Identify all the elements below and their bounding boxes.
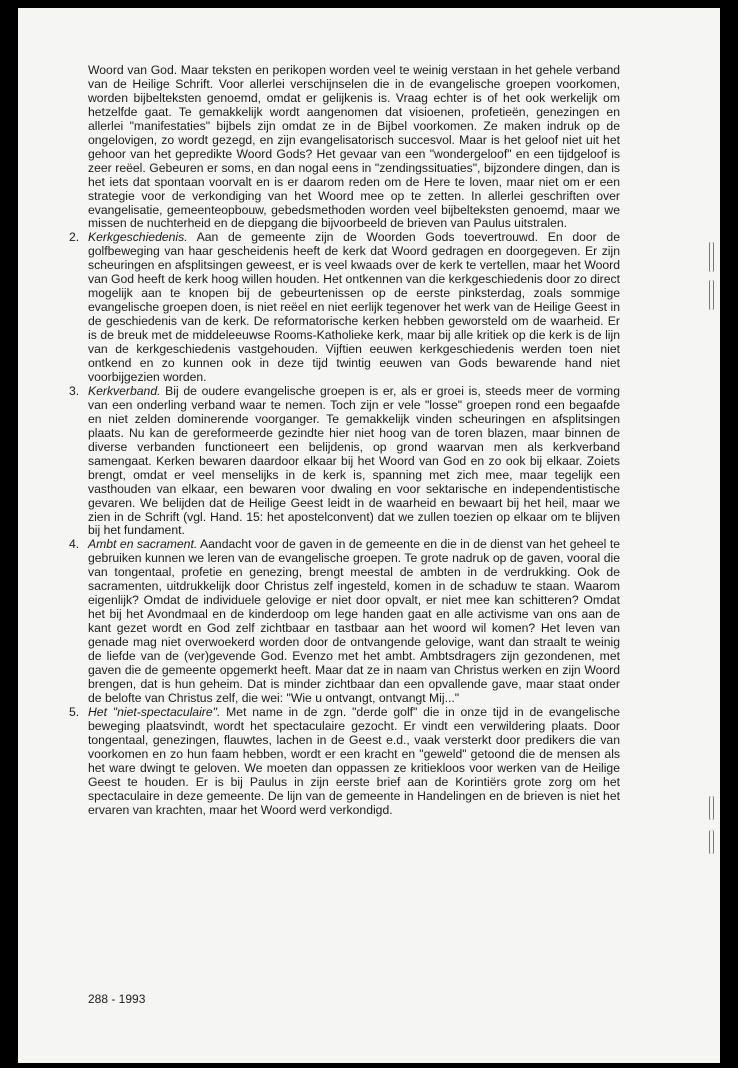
list-item-text: Bij de oudere evangelische groepen is er, als er groei is, steeds meer de vorming van een onderling verband waar te nemen. Toch zijn er vele "losse" groepen rond een begaafde en niet zelden dominerende voorganger. Te gemakkelijk vinden scheuringen en afsplitsingen plaats. Nu kan de gereformeerde gezindte hier niet hoog van de toren blazen, maar binnen de diverse verbanden functioneert een belijdenis, op grond waarvan men als kerkverband samengaat. Kerken bewaren daardoor elkaar bij het Woord van God en zo ook bij elkaar. Zoiets brengt, omdat er veel menselijks in de kerk is, spanning met zich mee, maar tegelijk een vasthouden van elkaar, een bewaren voor dwaling en voor sektarische en independentistische gevaren. We belijden dat de Heilige Geest leidt in de waarheid en bewaart bij het heil, maar we zien in de Schrift (vgl. Hand. 15: het apostelconvent) dat we zullen toezien op elkaar om te blijven bij het fundament. (88, 383, 620, 538)
numbered-list (69, 230, 621, 817)
list-item (69, 383, 620, 538)
list-item-number: 3. (69, 383, 80, 398)
binding-mark (709, 242, 714, 272)
binding-mark (709, 830, 714, 854)
list-item-heading: Ambt en sacrament. (88, 537, 198, 552)
list-item-number: 2. (69, 230, 80, 245)
list-item (69, 537, 621, 705)
list-item-text: Aan de gemeente zijn de Woorden Gods toevertrouwd. En door de golfbeweging van haar gescheidenis heeft de kerk dat Woord gedragen en doorgegeven. Er zijn scheuringen en afsplitsingen geweest, er is veel kwaads over de kerk te vertellen, maar het Woord van God heeft de kerk hoog willen houden. Het ontkennen van die kerkgeschiedenis door zo direct mogelijk aan te knopen bij de gebeurtenissen op de eerste pinksterdag, zoals sommige evangelische groepen doen, is niet reëel en niet eerlijk tegenover het werk van de Heilige Geest in de geschiedenis van de kerk. De reformatorische kerken hebben geworsteld om de waarheid. Er is de breuk met de middeleeuwse Rooms-Katholieke kerk, maar bij alle kritiek op die kerk is de lijn van de kerkgeschiedenis vastgehouden. Vijftien eeuwen kerkgeschiedenis werden toen niet ontkend en zo kunnen ook in deze tijd twintig eeuwen van Gods bewarende hand niet voorbijgezien worden. (88, 230, 620, 384)
list-item-number: 5. (69, 704, 80, 719)
binding-mark (709, 280, 714, 310)
list-item-text: Met name in de zgn. "derde golf" die in onze tijd in de evangelische beweging plaatsvindt, wordt het spectaculaire gezocht. Er vindt een verwildering plaats. Door tongentaal, genezingen, flauwtes, lachen in de Geest e.d., vaak versterkt door predikers die van voorkomen en zo hun faam hebben, wordt er een kracht en "geweld" getoond die de mensen als het ware dwingt te geloven. We moeten dan oppassen ze kritiekloos voor werken van de Heilige Geest te houden. Er is bij Paulus in zijn eerste brief aan de Korintiërs grote zorg om het spectaculaire in deze gemeente. De lijn van de gemeente in Handelingen en de brieven is niet het ervaren van krachten, maar het Woord werd verkondigd. (88, 704, 620, 817)
list-item-heading: Het "niet-spectaculaire". (88, 704, 221, 719)
list-item-heading: Kerkverband. (88, 383, 161, 398)
binding-mark (709, 796, 714, 820)
list-item-number: 4. (69, 537, 80, 552)
list-item (69, 704, 620, 818)
page-footer: 288 - 1993 (88, 992, 146, 1006)
article-body (69, 63, 621, 817)
list-item-text: Aandacht voor de gaven in de gemeente en die in de dienst van het geheel te gebruiken kunnen we leren van de evangelische groepen. Te grote nadruk op de gaven, vooral die van tongentaal, profetie en genezing, brengt meestal de ambten in de verdrukking. Ook de sacramenten, uitdrukkelijk door Christus zelf ingesteld, komen in de schaduw te staan. Waarom eigenlijk? Omdat de individuele gelovige er niet door opvalt, er niet mee kan schitteren? Omdat het bij het Avondmaal en de kinderdoop om lege handen gaat en alle activisme van ons aan de kant gezet wordt en God zelf zichtbaar en tastbaar aan het woord wil komen? Het leven van genade mag niet overwoekerd worden door de ontvangende gelovige, want dan straalt te weinig de liefde van de (ver)gevende God. Evenzo met het ambt. Ambtsdragers zijn gezondenen, met gaven die de gemeente opgemerkt heeft. Maar dat ze in naam van Christus werken en zijn Woord brengen, dat is hun geheim. Dat is minder zichtbaar dan een opvallende gave, maar staat onder de belofte van Christus zelf, die wei: "Wie u ontvangt, ontvangt Mij..." (88, 537, 621, 705)
list-item-heading: Kerkgeschiedenis. (88, 230, 188, 245)
list-item (69, 230, 620, 384)
intro-paragraph: Woord van God. Maar teksten en perikopen worden veel te weinig verstaan in het gehele verband van de Heilige Schrift. Voor allerlei verschijnselen die in de evangelische groepen voorkomen, worden bijbelteksten genoemd, omdat er gelijkenis is. Vraag echter is of het ook werkelijk om hetzelfde gaat. Te gemakkelijk wordt aangenomen dat visioenen, profetieën, genezingen en allerlei "manifestaties" bijbels zijn omdat ze in de Bijbel voorkomen. Ze maken indruk op de ongelovigen, zo wordt gezegd, en zijn evangelisatorisch succesvol. Maar is het geloof niet uit het gehoor van het gepredikte Woord Gods? Het gevaar van een "wondergeloof" en een tijdgeloof is zeer reëel. Gebeuren er soms, en dan nogal eens in "zendingssituaties", bijzondere dingen, dan is het iets dat spontaan voorvalt en is er daarom reden om de Here te loven, maar niet om er een strategie voor de verkondiging van het Woord mee op te zetten. In allerlei geschriften over evangelisatie, gemeenteopbouw, gebedsmethoden worden veel bijbelteksten genoemd, maar we missen de nuchterheid en de diepgang die bijvoorbeeld de brieven van Paulus uitstralen. (88, 63, 620, 231)
